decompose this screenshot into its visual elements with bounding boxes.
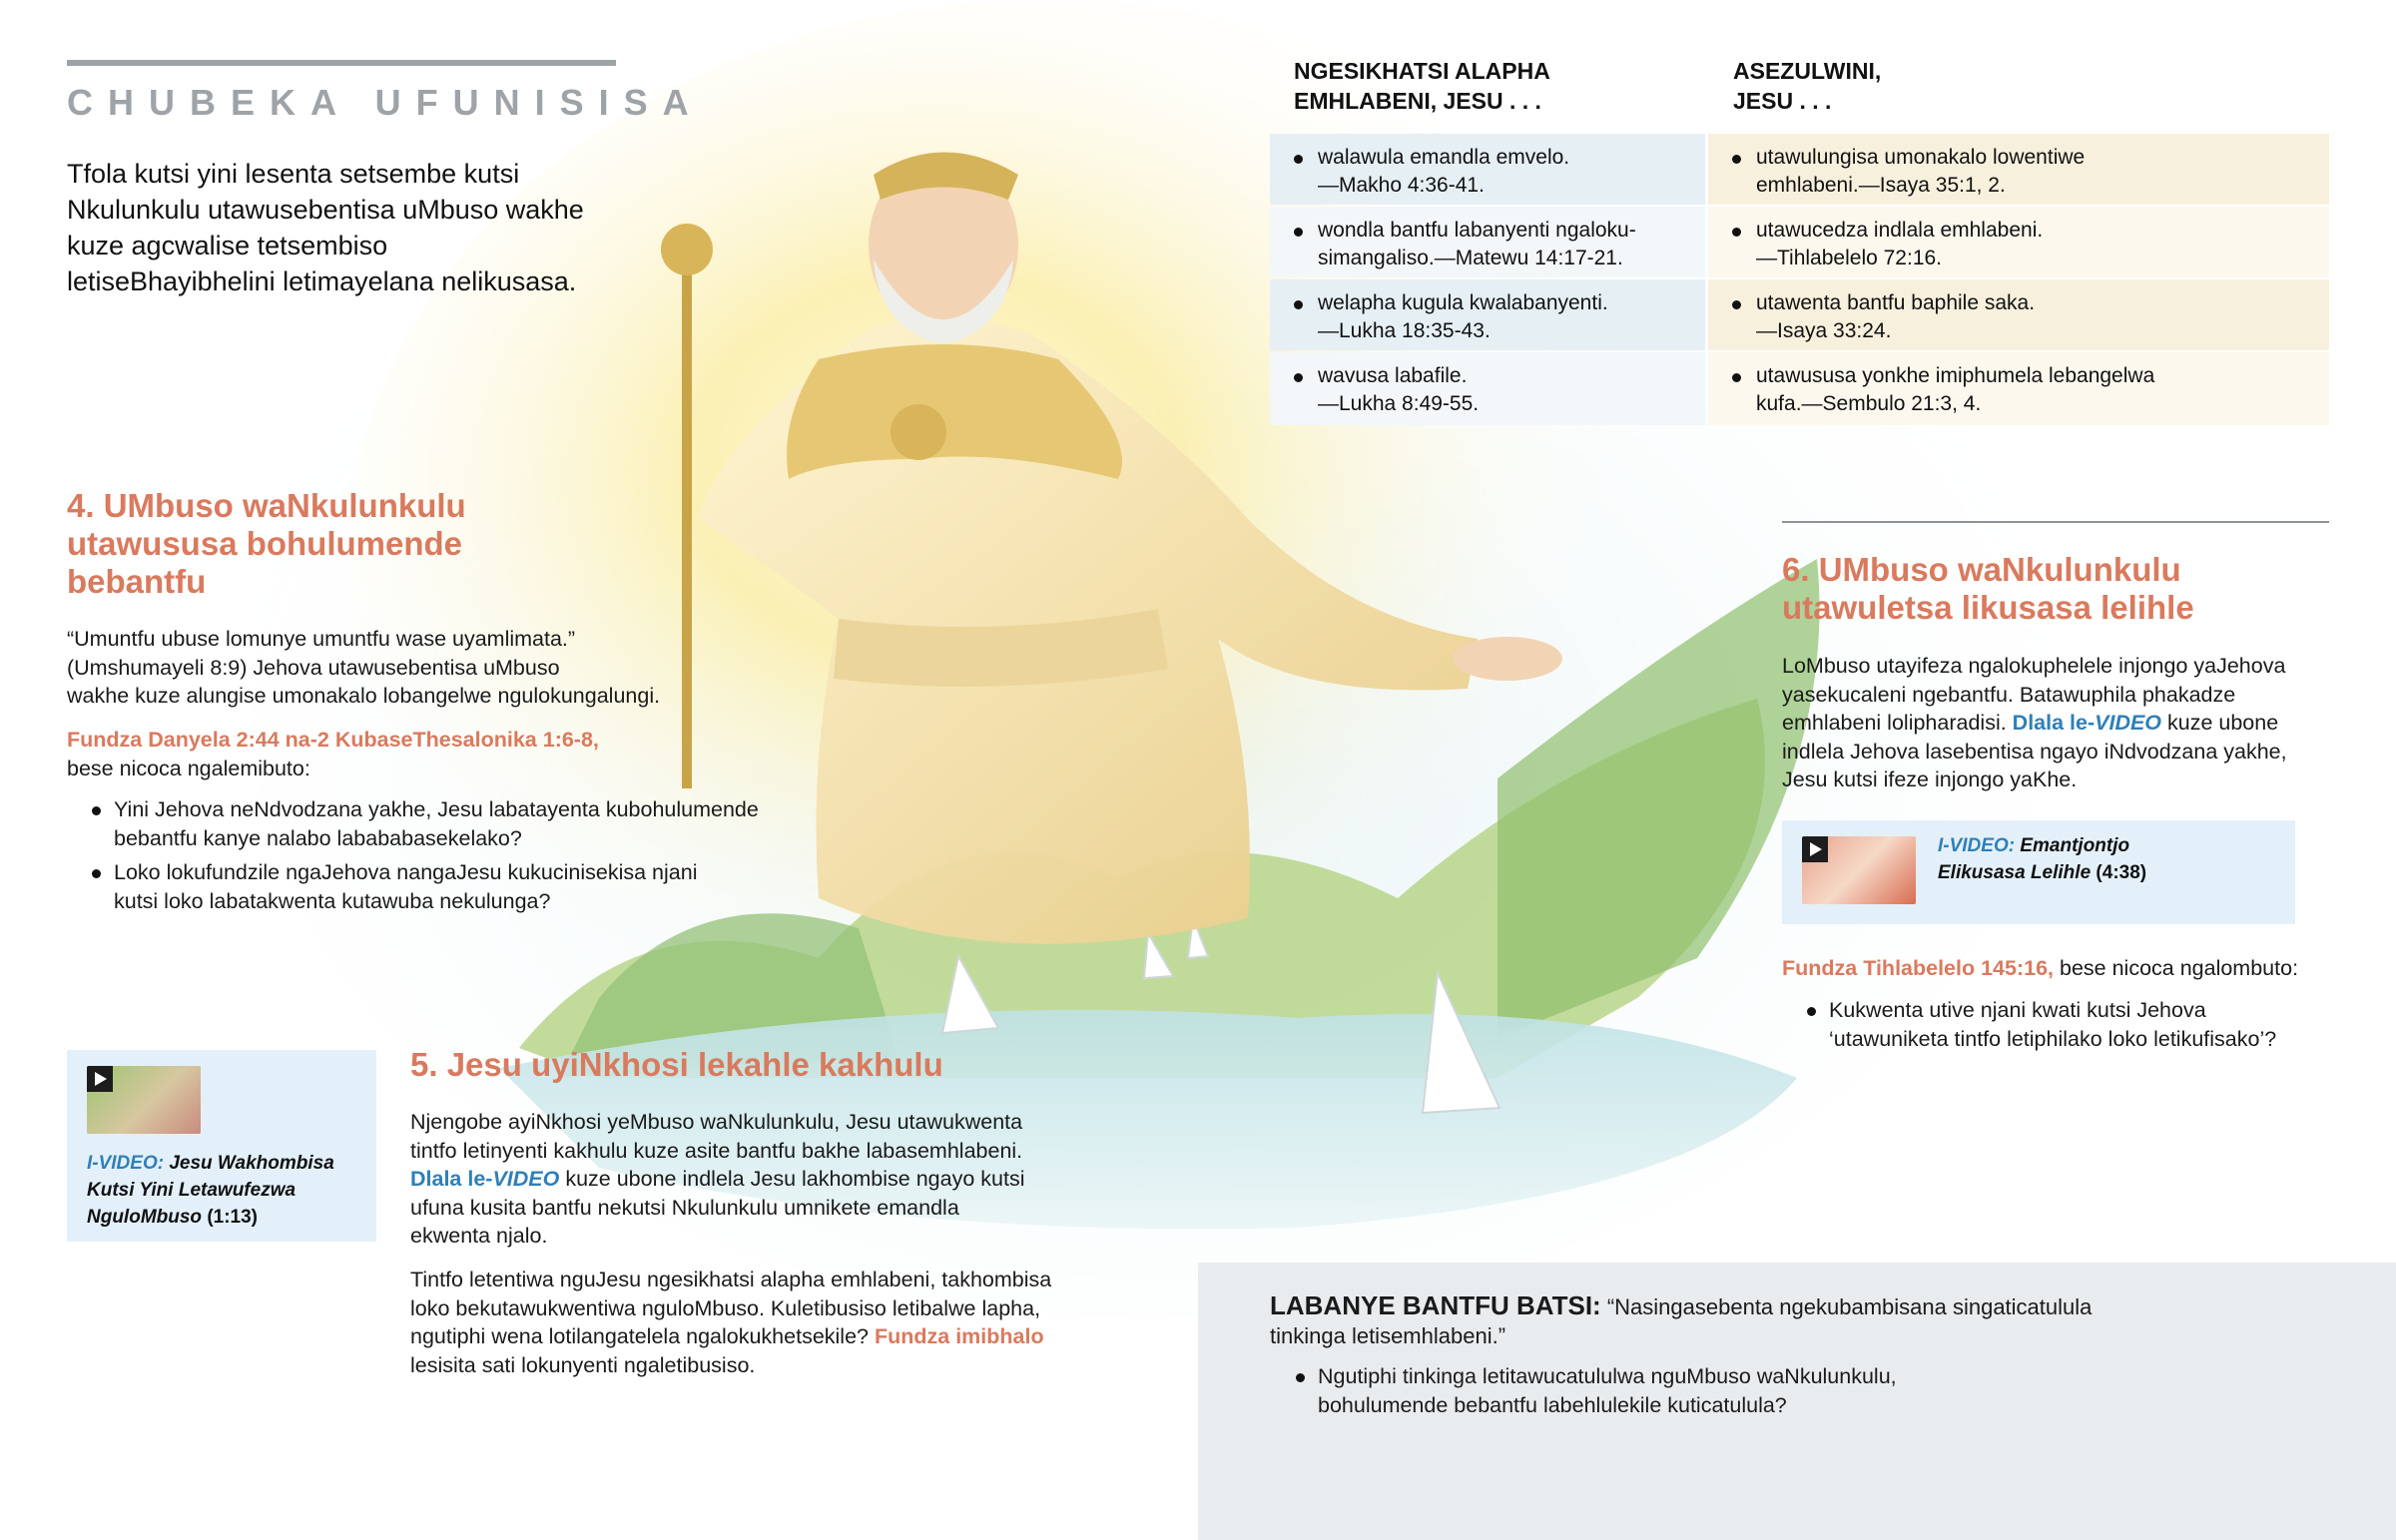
table-header-earth: NGESIKHATSI ALAPHA EMHLABENI, JESU . . .	[1294, 58, 1550, 114]
header-rule	[67, 60, 616, 66]
video-thumbnail[interactable]	[87, 1066, 201, 1134]
table-cell-heaven: utawucedza indlala emhlabeni. —Tihlabelelo 72:16.	[1708, 207, 2329, 277]
table-header-heaven: ASEZULWINI, JESU . . .	[1733, 58, 1882, 114]
section-6-title: 6. UMbuso waNkulunkulu utawuletsa likusasa lelihle	[1782, 551, 2194, 626]
table-cell-heaven: utawenta bantfu baphile saka. —Isaya 33:24.	[1708, 279, 2329, 350]
table-cell-heaven: utawususa yonkhe imiphumela lebangelwa kufa.—Sembulo 21:3, 4.	[1708, 352, 2329, 425]
question-item: Yini Jehova neNdvodzana yakhe, Jesu labatayenta kubohulumende bebantfu kanye nalabo labababasekelako?	[90, 795, 829, 852]
play-icon[interactable]	[87, 1066, 113, 1092]
section-6-paragraph: LoMbuso utayifeza ngalokuphelele injongo yaJehova yasekucaleni ngebantfu. Batawuphila phakadze emhlabeni lolipharadisi. Dlala le-VIDEO kuze ubone indlela Jehova lasebentisa ngayo iNdvodzana yakhe, Jesu kutsi ifeze injongo yaKhe.	[1782, 654, 2287, 791]
section-6-rule	[1782, 521, 2329, 523]
video-card-emantjontjo[interactable]	[1782, 820, 2295, 924]
play-video-link[interactable]: Dlala le-VIDEO	[410, 1167, 560, 1191]
video-thumbnail[interactable]	[1802, 836, 1916, 904]
play-icon[interactable]	[1802, 836, 1828, 862]
video-card-jesu[interactable]	[67, 1050, 376, 1242]
section-4-questions	[90, 795, 829, 921]
table-cell-earth: welapha kugula kwalabanyenti. —Lukha 18:35-43.	[1270, 279, 1705, 350]
play-video-link[interactable]: Dlala le-VIDEO	[2012, 711, 2162, 735]
question-item: Ngutiphi tinkinga letitawucatululwa nguMbuso waNkulunkulu, bohulumende bebantfu labehlulekile kuticatulula?	[1294, 1362, 2272, 1419]
scripture-link[interactable]: Fundza Tihlabelelo 145:16,	[1782, 956, 2055, 980]
table-cell-earth: wondla bantfu labanyenti ngaloku- simangaliso.—Matewu 14:17-21.	[1270, 207, 1705, 277]
question-item: Loko lokufundzile ngaJehova nangaJesu kukucinisekisa njani kutsi loko labatakwenta kutawuba nekulunga?	[90, 858, 829, 915]
table-cell-heaven: utawulungisa umonakalo lowentiwe emhlabeni.—Isaya 35:1, 2.	[1708, 134, 2329, 205]
section-5-paragraph-1: Njengobe ayiNkhosi yeMbuso waNkulunkulu, Jesu utawukwenta tintfo letinyenti kakhulu kuze asite bantfu bakhe labasemhlabeni. Dlala le-VIDEO kuze ubone indlela Jesu lakhombise ngayo kutsi ufuna kusita bantfu nekutsi Nkulunkulu umnikete emandla ekwenta njalo.	[410, 1110, 1025, 1248]
question-item: Kukwenta utive njani kwati kutsi Jehova ‘utawuniketa tintfo letiphilako loko letikufisako’?	[1805, 996, 2384, 1053]
video-caption: I-VIDEO: Jesu Wakhombisa Kutsi Yini Letawufezwa NguloMbuso (1:13)	[87, 1153, 334, 1228]
section-4-read-prompt: Fundza Danyela 2:44 na-2 KubaseThesalonika 1:6-8, bese nicoca ngalemibuto:	[67, 726, 766, 782]
section-5-paragraph-2: Tintfo letentiwa nguJesu ngesikhatsi alapha emhlabeni, takhombisa loko bekutawukwentiwa nguloMbuso. Kuletibusiso letibalwe lapha, ngutiphi wena lotilangatelela ngalokukhetsekile? Fundza imibhalo lesisita sati lokunyenti ngaletibusiso.	[410, 1268, 1052, 1377]
section-4-title: 4. UMbuso waNkulunkulu utawususa bohulumende bebantfu	[67, 487, 466, 600]
some-people-say-questions	[1294, 1362, 2272, 1425]
section-5-title: 5. Jesu uyiNkhosi lekahle kakhulu	[410, 1046, 943, 1083]
some-people-say-quote: LABANYE BANTFU BATSI: “Nasingasebenta ngekubambisana singaticatulula tinkinga letisemhlabeni.”	[1270, 1290, 2093, 1348]
section-heading: CHUBEKA UFUNISISA	[67, 82, 704, 123]
section-4-paragraph: “Umuntfu ubuse lomunye umuntfu wase uyamlimata.” (Umshumayeli 8:9) Jehova utawusebentisa uMbuso wakhe kuze alungise umonakalo lobangelwe ngulokungalungi.	[67, 627, 661, 708]
read-scriptures-link[interactable]: Fundza imibhalo	[874, 1324, 1044, 1348]
table-cell-earth: wavusa labafile. —Lukha 8:49-55.	[1270, 352, 1705, 425]
intro-text: Tfola kutsi yini lesenta setsembe kutsi Nkulunkulu utawusebentisa uMbuso wakhe kuze agcwalise tetsembiso letiseBhayibhelini letimayelana nelikusasa.	[67, 159, 584, 296]
scripture-link[interactable]: Fundza Danyela 2:44 na-2 KubaseThesalonika 1:6-8,	[67, 728, 599, 752]
section-6-questions	[1805, 996, 2384, 1059]
table-cell-earth: walawula emandla emvelo. —Makho 4:36-41.	[1270, 134, 1705, 205]
section-6-read-prompt: Fundza Tihlabelelo 145:16, bese nicoca ngalombuto:	[1782, 956, 2299, 980]
video-caption: I-VIDEO: Emantjontjo Elikusasa Lelihle (4:38)	[1938, 835, 2147, 883]
